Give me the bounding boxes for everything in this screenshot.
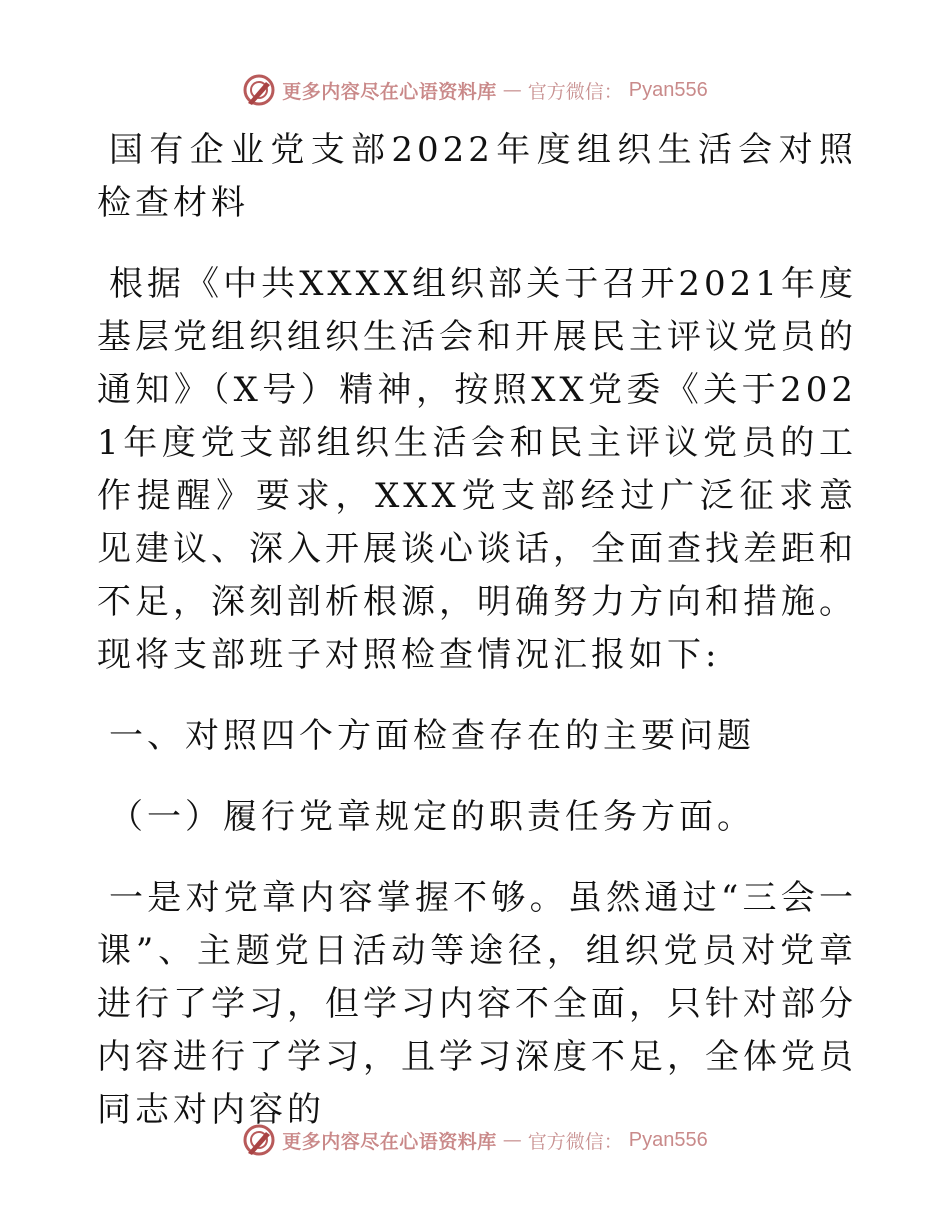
watermark-wechat-id: Pyan556 [628,78,708,101]
watermark-text: 更多内容尽在心语资料库 [282,1130,497,1153]
section-heading: 一、对照四个方面检查存在的主要问题 [109,716,755,756]
intro-paragraph: 根据《中共XXXX组织部关于召开2021年度基层党组织组织生活会和开展民主评议党员的通知》（X号）精神，按照XX党委《关于2021年度党支部组织生活会和民主评议党员的工作提醒》要求，XXX党支部经过广泛征求意见建议、深入开展谈心谈话，全面查找差距和不足，深刻剖析根源，明确努力方向和措施。现将支部班子对照检查情况汇报如下: [97,264,857,675]
watermark-label: 官方微信： [527,1130,623,1153]
watermark-separator: — [502,1129,522,1151]
watermark-top [0,70,950,110]
watermark-bottom [0,1120,950,1160]
watermark-label: 官方微信： [527,80,623,103]
subsection-heading: （一）履行党章规定的职责任务方面。 [109,797,755,837]
watermark-wechat-id: Pyan556 [628,1128,708,1151]
pen-logo-icon [242,1123,276,1157]
pen-logo-icon [242,73,276,107]
watermark-separator: — [502,79,522,101]
document-body [97,124,857,1137]
document-title: 国有企业党支部2022年度组织生活会对照检查材料 [97,130,857,223]
body-paragraph: 一是对党章内容掌握不够。虽然通过“三会一课”、主题党日活动等途径，组织党员对党章进行了学习，但学习内容不全面，只针对部分内容进行了学习，且学习深度不足，全体党员同志对内容的 [97,878,857,1130]
watermark-text: 更多内容尽在心语资料库 [282,80,497,103]
